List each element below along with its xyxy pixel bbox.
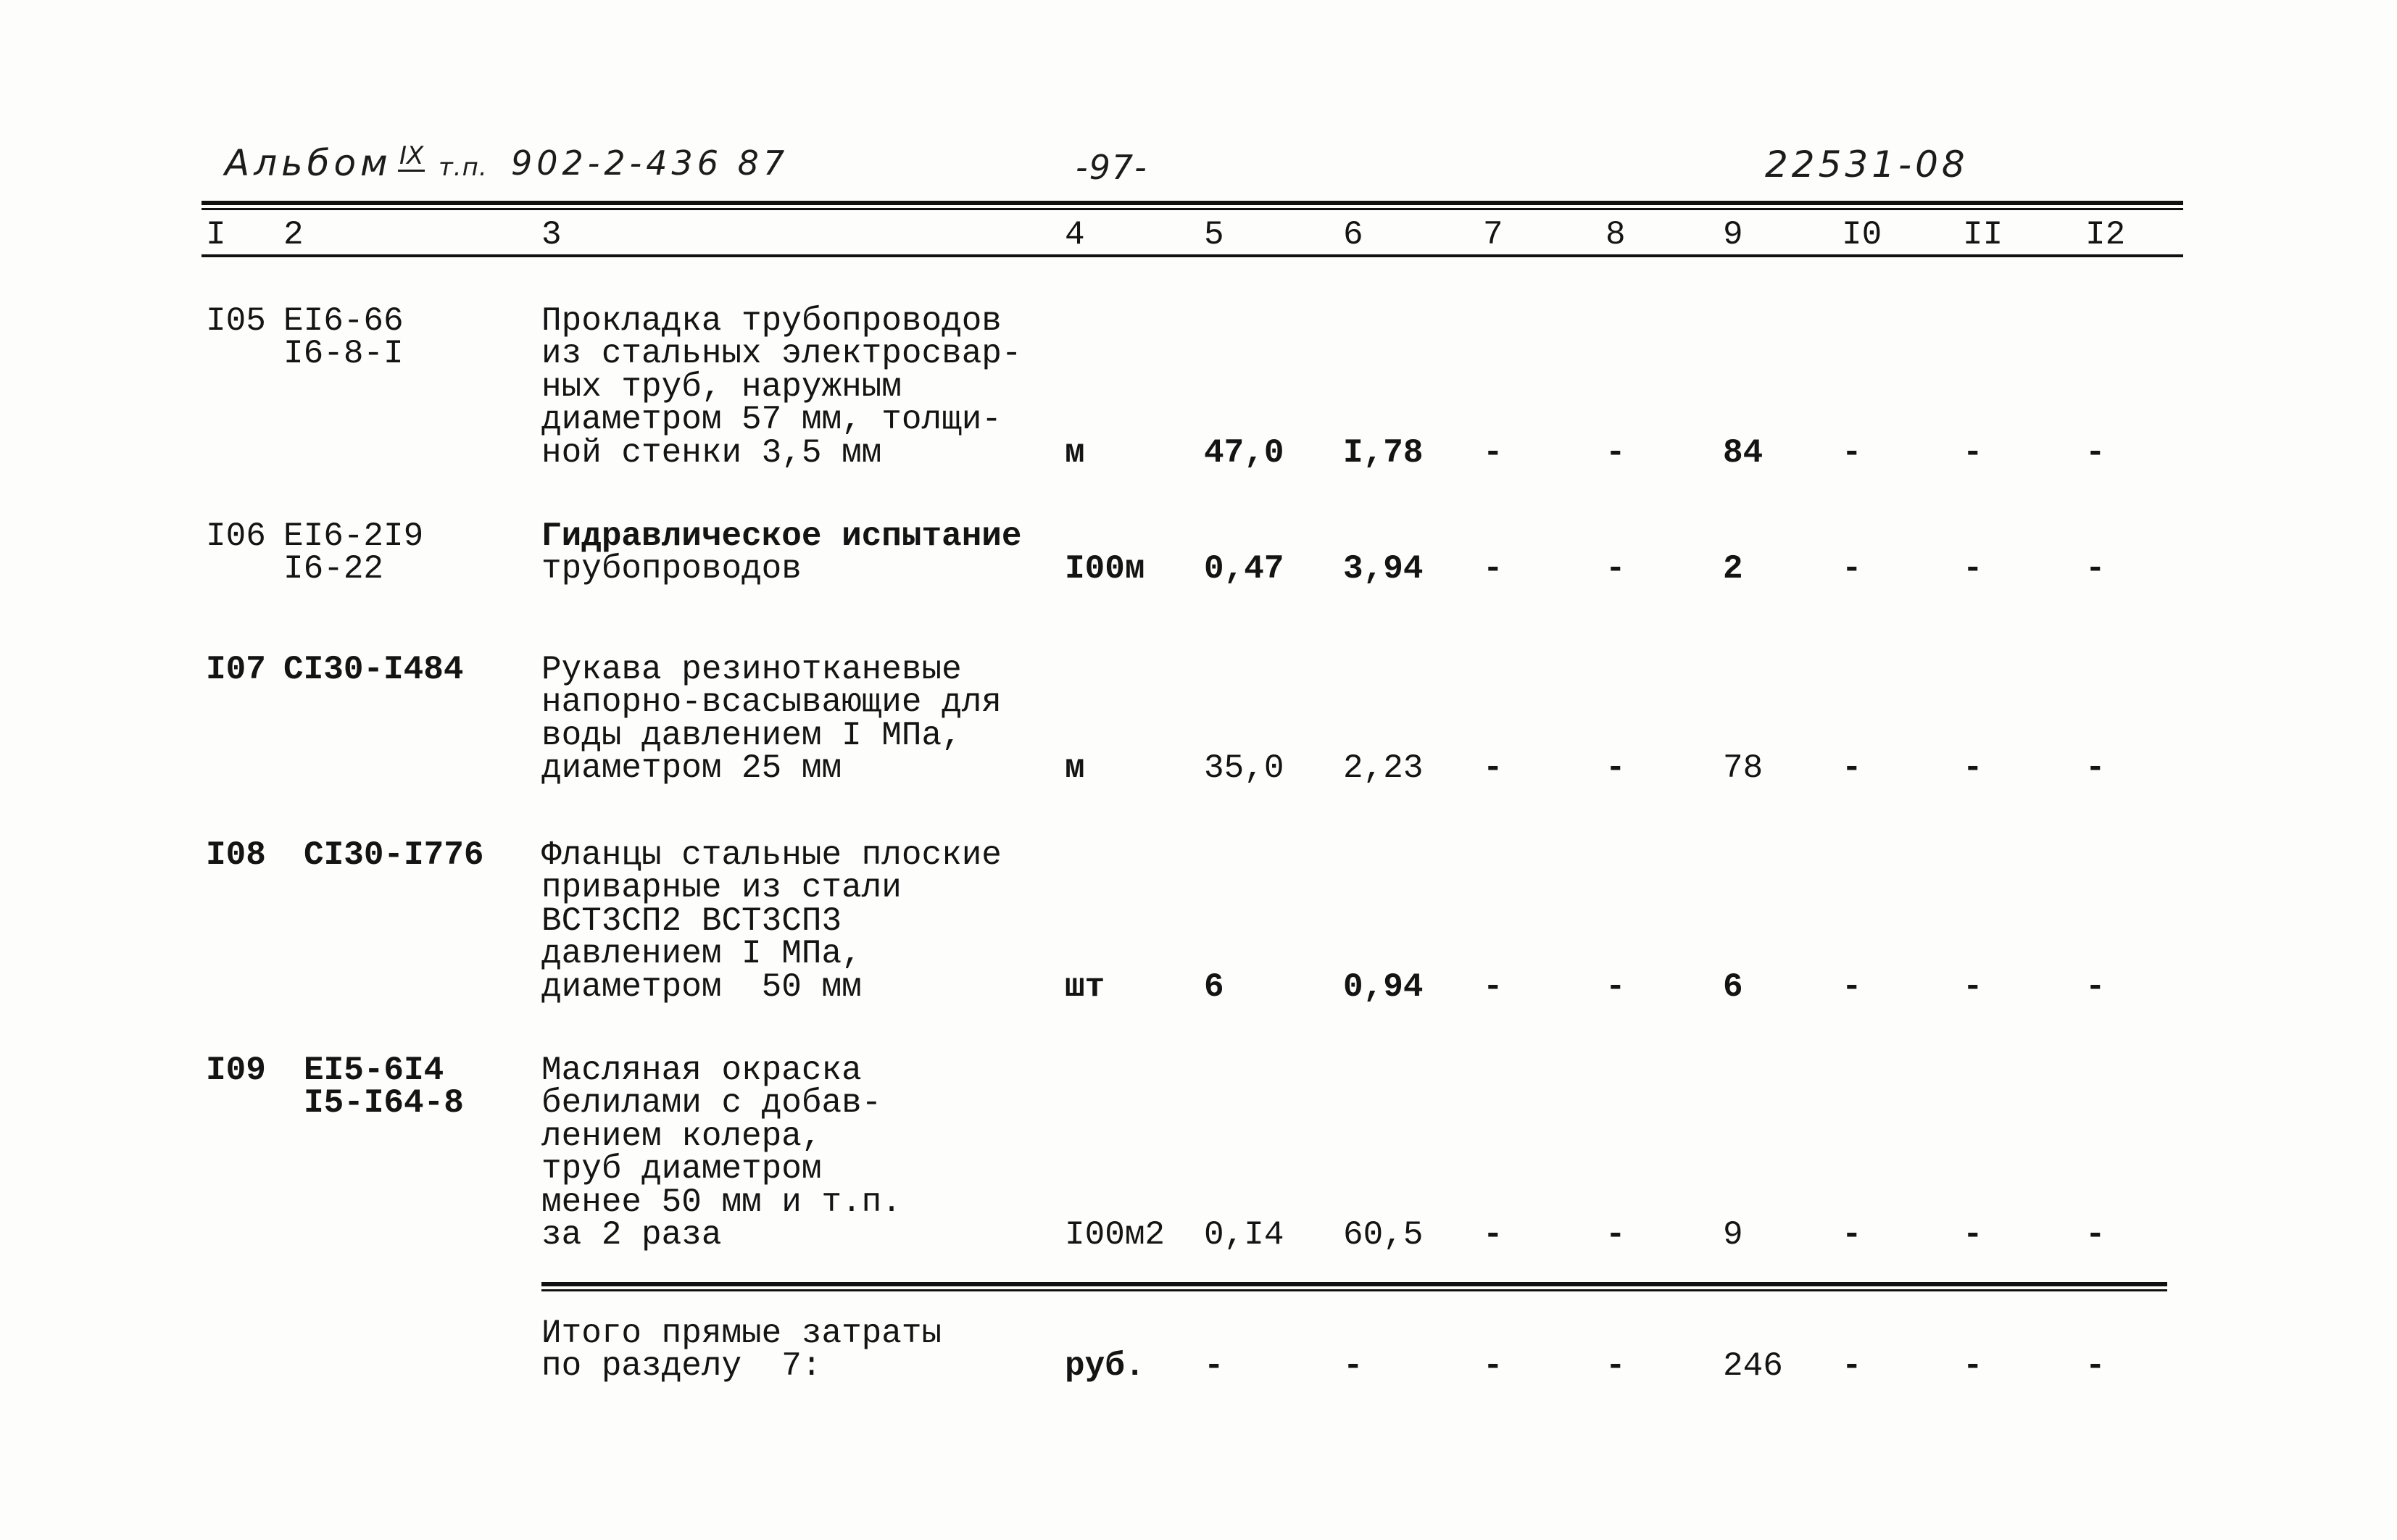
- description-line: трубопроводов: [541, 550, 802, 588]
- price-code-line: CI30-I776: [304, 836, 484, 874]
- column-header: I0: [1842, 216, 1882, 254]
- description-line: лением колера,: [541, 1117, 822, 1155]
- col-7-cell: -: [1483, 967, 1503, 1006]
- col-11-cell: -: [1963, 749, 1983, 788]
- description-line: белилами с добав-: [541, 1084, 882, 1123]
- col-9-cell: 6: [1723, 967, 1743, 1006]
- col-9-cell: 2: [1723, 550, 1743, 588]
- description-line: ной стенки 3,5 мм: [541, 433, 882, 472]
- col-10-cell: -: [1842, 749, 1862, 788]
- column-header: 2: [283, 216, 304, 254]
- column-header: 6: [1343, 216, 1363, 254]
- col-11-cell: -: [1963, 433, 1983, 472]
- col-10-cell: -: [1842, 433, 1862, 472]
- column-header-rule: [202, 254, 2183, 257]
- col-12-cell: -: [2085, 749, 2106, 788]
- quantity-cell: 35,0: [1204, 749, 1284, 788]
- album-label: Альбом: [225, 142, 392, 184]
- col-10-cell: -: [1842, 1216, 1862, 1254]
- col-12-cell: -: [2085, 433, 2106, 472]
- item-number: I05: [206, 302, 266, 340]
- description-line: из стальных электросвар-: [541, 335, 1022, 373]
- description-line: Прокладка трубопроводов: [541, 302, 1002, 340]
- column-header: 4: [1065, 216, 1085, 254]
- description-line: диаметром 57 мм, толщи-: [541, 401, 1002, 439]
- row-values: [0, 550, 2397, 588]
- price-code: [304, 1052, 464, 1123]
- col-7-cell: -: [1483, 1216, 1503, 1254]
- col-6-cell: 0,94: [1343, 967, 1424, 1006]
- description-line: по разделу 7:: [541, 1347, 822, 1386]
- price-code: [283, 651, 464, 688]
- column-header-row: [0, 216, 2397, 254]
- col-7-cell: -: [1483, 550, 1503, 588]
- col-8-cell: -: [1605, 1216, 1626, 1254]
- description-line: воды давлением I МПа,: [541, 716, 962, 754]
- col-11-cell: -: [1963, 550, 1983, 588]
- project-number: 902-2-436 87: [511, 143, 789, 183]
- col-11-cell: -: [1963, 967, 1983, 1006]
- price-code: [283, 302, 404, 373]
- unit-cell: I00м: [1065, 550, 1145, 588]
- quantity-cell: 0,I4: [1204, 1216, 1284, 1254]
- price-code-line: EI6-66: [283, 302, 404, 340]
- unit-cell: шт: [1065, 967, 1105, 1006]
- description-line: ВСТ3СП2 ВСТ3СП3: [541, 902, 842, 940]
- description-line: Фланцы стальные плоские: [541, 836, 1002, 874]
- row-values: [0, 749, 2397, 788]
- col-6-cell: I,78: [1343, 433, 1424, 472]
- page-number: -97-: [1076, 148, 1148, 187]
- document-code: 22531-08: [1765, 143, 1969, 186]
- col-6-cell: 2,23: [1343, 749, 1424, 788]
- col-12-cell: -: [2085, 967, 2106, 1006]
- price-code-line: EI6-2I9: [283, 517, 424, 555]
- col-10-cell: -: [1842, 1347, 1862, 1386]
- col-9-cell: 78: [1723, 749, 1764, 788]
- col-6-cell: 60,5: [1343, 1216, 1424, 1254]
- column-header: 9: [1723, 216, 1743, 254]
- col-7-cell: -: [1483, 1347, 1503, 1386]
- quantity-cell: 47,0: [1204, 433, 1284, 472]
- column-header: 8: [1605, 216, 1626, 254]
- price-code-line: I5-I64-8: [304, 1084, 464, 1123]
- col-7-cell: -: [1483, 749, 1503, 788]
- col-10-cell: -: [1842, 967, 1862, 1006]
- item-number: I07: [206, 651, 266, 688]
- col-10-cell: -: [1842, 550, 1862, 588]
- item-number: I09: [206, 1052, 266, 1089]
- col-12-cell: -: [2085, 550, 2106, 588]
- description-line: труб диаметром: [541, 1150, 822, 1189]
- description-line: Итого прямые затраты: [541, 1315, 942, 1352]
- description-line: менее 50 мм и т.п.: [541, 1183, 902, 1221]
- unit-cell: м: [1065, 749, 1085, 788]
- col-6-cell: -: [1343, 1347, 1363, 1386]
- item-number: I08: [206, 836, 266, 874]
- description-line: диаметром 25 мм: [541, 749, 842, 788]
- project-type: т.п.: [439, 153, 488, 182]
- description-line: Гидравлическое испытание: [541, 517, 1022, 555]
- row-values: [0, 433, 2397, 472]
- description-line: напорно-всасывающие для: [541, 683, 1002, 722]
- column-header: II: [1963, 216, 2003, 254]
- column-header: 7: [1483, 216, 1503, 254]
- description-line: за 2 раза: [541, 1216, 722, 1254]
- total-values: [0, 1347, 2397, 1386]
- row-values: [0, 967, 2397, 1006]
- price-code-line: CI30-I484: [283, 651, 464, 688]
- col-8-cell: -: [1605, 749, 1626, 788]
- price-code: [304, 836, 484, 874]
- total-amount: 246: [1723, 1347, 1783, 1386]
- description-line: Масляная окраска: [541, 1052, 862, 1089]
- header-rule: [202, 201, 2183, 205]
- description-line: диаметром 50 мм: [541, 967, 862, 1006]
- col-8-cell: -: [1605, 550, 1626, 588]
- quantity-cell: 6: [1204, 967, 1224, 1006]
- col-12-cell: -: [2085, 1216, 2106, 1254]
- total-rule-thin: [541, 1289, 2167, 1291]
- price-code-line: I6-22: [283, 550, 384, 588]
- column-header: 3: [541, 216, 562, 254]
- col-11-cell: -: [1963, 1216, 1983, 1254]
- price-code-line: I6-8-I: [283, 335, 404, 373]
- unit-cell: м: [1065, 433, 1085, 472]
- description-line: приварные из стали: [541, 869, 902, 907]
- header-rule-thin: [202, 208, 2183, 210]
- column-header: I: [206, 216, 226, 254]
- col-8-cell: -: [1605, 967, 1626, 1006]
- unit-cell: руб.: [1065, 1347, 1145, 1386]
- col-12-cell: -: [2085, 1347, 2106, 1386]
- col-7-cell: -: [1483, 433, 1503, 472]
- album-number: IX: [399, 141, 424, 170]
- price-code-line: EI5-6I4: [304, 1052, 444, 1089]
- item-number: I06: [206, 517, 266, 555]
- unit-cell: I00м2: [1065, 1216, 1166, 1254]
- description-line: давлением I МПа,: [541, 935, 862, 973]
- description-line: ных труб, наружным: [541, 367, 902, 406]
- col-9-cell: 84: [1723, 433, 1764, 472]
- col-8-cell: -: [1605, 433, 1626, 472]
- quantity-cell: -: [1204, 1347, 1224, 1386]
- row-values: [0, 1216, 2397, 1254]
- column-header: I2: [2085, 216, 2126, 254]
- col-6-cell: 3,94: [1343, 550, 1424, 588]
- total-rule: [541, 1282, 2167, 1286]
- col-9-cell: 9: [1723, 1216, 1743, 1254]
- column-header: 5: [1204, 216, 1224, 254]
- quantity-cell: 0,47: [1204, 550, 1284, 588]
- description-line: Рукава резинотканевые: [541, 651, 962, 688]
- col-8-cell: -: [1605, 1347, 1626, 1386]
- col-11-cell: -: [1963, 1347, 1983, 1386]
